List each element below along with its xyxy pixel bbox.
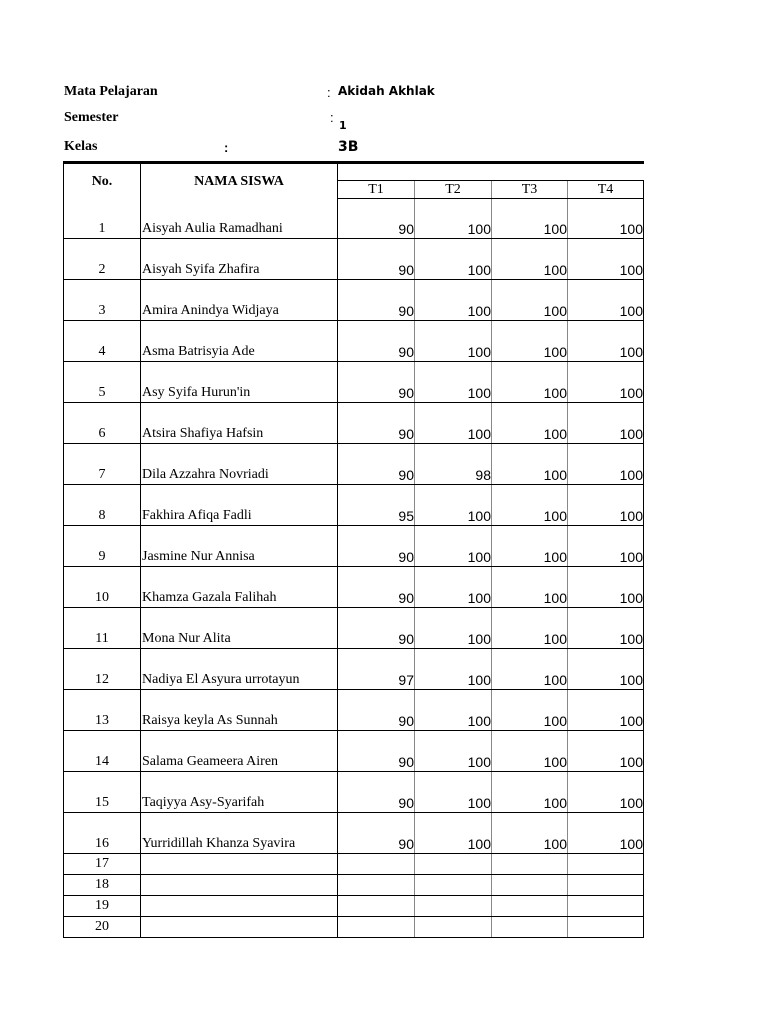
table-row [64,239,644,280]
row-number: 3 [64,280,141,321]
student-name: Fakhira Afiqa Fadli [141,485,338,526]
row-number: 1 [64,199,141,239]
score-t1: 90 [338,239,415,280]
score-t3: 100 [492,567,568,608]
score-t4: 100 [568,362,644,403]
row-number: 10 [64,567,141,608]
score-t4: 100 [568,608,644,649]
row-number: 15 [64,772,141,813]
score-t2: 100 [415,690,492,731]
score-t2 [415,896,492,917]
student-name: Khamza Gazala Falihah [141,567,338,608]
score-t4 [568,896,644,917]
score-t4: 100 [568,239,644,280]
student-name: Salama Geameera Airen [141,731,338,772]
score-t2: 100 [415,362,492,403]
col-no-header: No. [64,163,141,199]
score-t3: 100 [492,731,568,772]
student-name: Asy Syifa Hurun'in [141,362,338,403]
grade-table [63,161,644,938]
score-t3: 100 [492,362,568,403]
score-t1 [338,854,415,875]
score-t1: 90 [338,608,415,649]
student-name: Dila Azzahra Novriadi [141,444,338,485]
score-t4 [568,875,644,896]
subject-colon: : [327,85,331,100]
student-name: Yurridillah Khanza Syavira [141,813,338,854]
score-t2: 100 [415,403,492,444]
table-row [64,608,644,649]
grade-table-body [64,163,644,938]
score-t2: 100 [415,772,492,813]
row-number: 5 [64,362,141,403]
score-t1: 90 [338,526,415,567]
task-header-t2: T2 [415,181,492,199]
score-t4: 100 [568,403,644,444]
class-label: Kelas [64,139,98,154]
score-t4: 100 [568,731,644,772]
student-name [141,854,338,875]
task-header-spacer [338,163,644,181]
score-t3: 100 [492,199,568,239]
student-name [141,875,338,896]
score-t4 [568,854,644,875]
table-row [64,444,644,485]
score-t3 [492,875,568,896]
student-name: Mona Nur Alita [141,608,338,649]
score-t1 [338,917,415,938]
row-number: 4 [64,321,141,362]
table-row-empty [64,917,644,938]
task-header-t3: T3 [492,181,568,199]
table-row-empty [64,875,644,896]
table-row [64,813,644,854]
student-name: Asma Batrisyia Ade [141,321,338,362]
task-header-t1: T1 [338,181,415,199]
score-t2: 98 [415,444,492,485]
table-row [64,772,644,813]
score-t4: 100 [568,526,644,567]
subject-value: Akidah Akhlak [338,84,435,98]
table-row [64,567,644,608]
class-value: 3B [338,139,359,155]
col-name-header: NAMA SISWA [141,163,338,199]
row-number: 9 [64,526,141,567]
score-t1: 90 [338,362,415,403]
score-t4: 100 [568,485,644,526]
score-t2: 100 [415,649,492,690]
score-t1: 90 [338,280,415,321]
table-row [64,403,644,444]
subject-label: Mata Pelajaran [64,84,158,99]
score-t3: 100 [492,485,568,526]
score-t2 [415,917,492,938]
table-row [64,649,644,690]
score-t2: 100 [415,280,492,321]
table-row-empty [64,854,644,875]
score-t4: 100 [568,649,644,690]
student-name: Jasmine Nur Annisa [141,526,338,567]
score-t4: 100 [568,280,644,321]
semester-colon: : [330,110,334,125]
score-t4: 100 [568,813,644,854]
table-row [64,690,644,731]
row-number: 17 [64,854,141,875]
score-t2 [415,854,492,875]
score-t3: 100 [492,239,568,280]
table-row [64,731,644,772]
row-number: 11 [64,608,141,649]
score-t3 [492,896,568,917]
score-t3: 100 [492,280,568,321]
student-name: Amira Anindya Widjaya [141,280,338,321]
score-t1: 90 [338,690,415,731]
row-number: 8 [64,485,141,526]
row-number: 18 [64,875,141,896]
score-t2: 100 [415,567,492,608]
score-t1: 97 [338,649,415,690]
score-t2: 100 [415,526,492,567]
score-t1: 90 [338,321,415,362]
row-number: 12 [64,649,141,690]
student-name: Raisya keyla As Sunnah [141,690,338,731]
score-t1: 90 [338,199,415,239]
score-t3: 100 [492,444,568,485]
score-t1: 90 [338,567,415,608]
score-t3 [492,917,568,938]
table-row [64,526,644,567]
table-row [64,362,644,403]
row-number: 14 [64,731,141,772]
semester-value: 1 [339,119,347,132]
student-name: Aisyah Aulia Ramadhani [141,199,338,239]
score-t3: 100 [492,690,568,731]
row-number: 6 [64,403,141,444]
student-name: Aisyah Syifa Zhafira [141,239,338,280]
row-number: 19 [64,896,141,917]
score-t3: 100 [492,608,568,649]
score-t4: 100 [568,690,644,731]
student-name [141,917,338,938]
score-t4 [568,917,644,938]
score-t2: 100 [415,485,492,526]
score-t3: 100 [492,649,568,690]
score-t3: 100 [492,772,568,813]
score-t3: 100 [492,321,568,362]
score-t1: 90 [338,772,415,813]
student-name [141,896,338,917]
score-t3: 100 [492,813,568,854]
table-row [64,321,644,362]
score-t2: 100 [415,731,492,772]
score-t4: 100 [568,444,644,485]
student-name: Nadiya El Asyura urrotayun [141,649,338,690]
score-t1 [338,896,415,917]
score-t3: 100 [492,526,568,567]
class-colon: : [224,140,229,155]
student-name: Taqiyya Asy-Syarifah [141,772,338,813]
score-t1 [338,875,415,896]
row-number: 16 [64,813,141,854]
score-t4: 100 [568,772,644,813]
score-t2: 100 [415,813,492,854]
score-t2: 100 [415,199,492,239]
score-t3 [492,854,568,875]
score-t3: 100 [492,403,568,444]
score-t1: 90 [338,403,415,444]
student-name: Atsira Shafiya Hafsin [141,403,338,444]
row-number: 2 [64,239,141,280]
row-number: 20 [64,917,141,938]
row-number: 7 [64,444,141,485]
table-header-row [64,163,644,181]
task-header-t4: T4 [568,181,644,199]
score-t4: 100 [568,199,644,239]
score-t1: 90 [338,731,415,772]
score-t2 [415,875,492,896]
score-t4: 100 [568,321,644,362]
score-t2: 100 [415,321,492,362]
table-row [64,280,644,321]
table-row-empty [64,896,644,917]
score-t2: 100 [415,608,492,649]
table-row [64,485,644,526]
table-row [64,199,644,239]
semester-label: Semester [64,110,119,125]
score-t1: 90 [338,444,415,485]
row-number: 13 [64,690,141,731]
score-t1: 90 [338,813,415,854]
score-t2: 100 [415,239,492,280]
score-t1: 95 [338,485,415,526]
score-t4: 100 [568,567,644,608]
